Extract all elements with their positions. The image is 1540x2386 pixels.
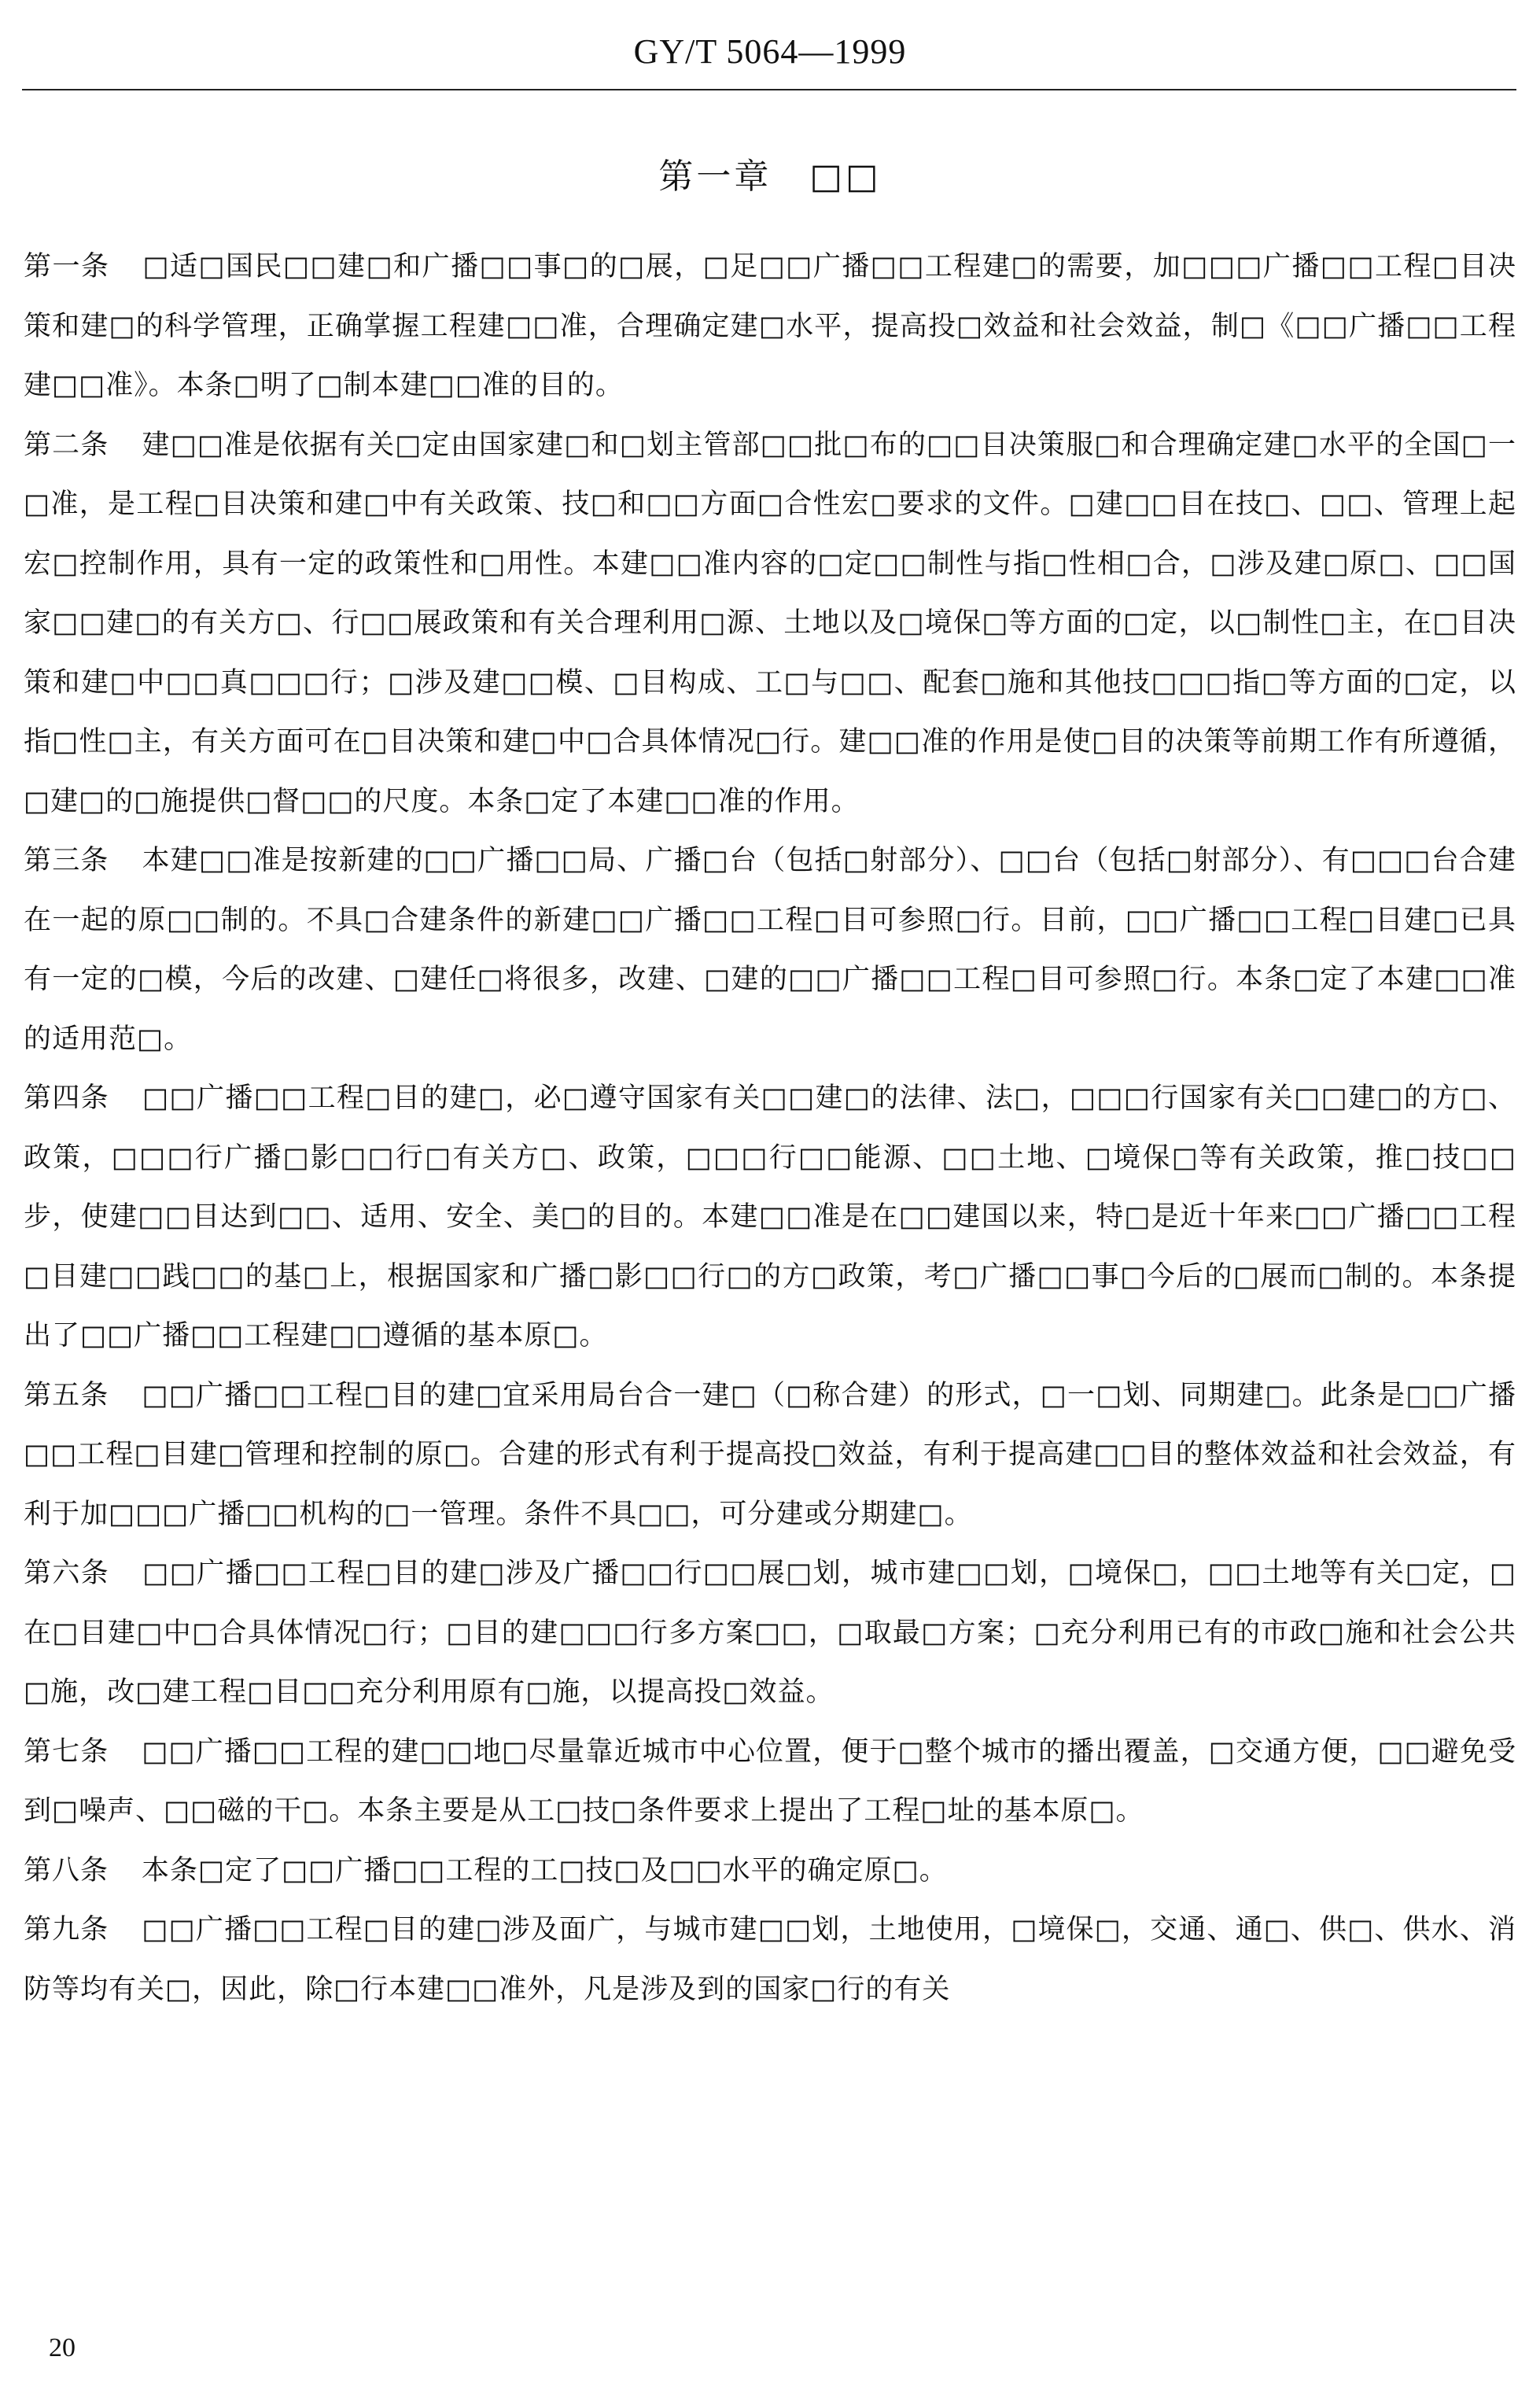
article-5 xyxy=(24,1366,1516,1545)
article-label: 第七条 xyxy=(24,1735,109,1768)
standard-code: GY/T 5064—1999 xyxy=(633,32,907,71)
article-4 xyxy=(24,1069,1516,1366)
article-text: □□广播□□工程的建□□地□尽量靠近城市中心位置，便于□整个城市的播出覆盖，□交通方便，□□避免受到□噪声、□□磁的干□。本条主要是从工□技□条件要求上提出了工程□址的基本原□。 xyxy=(24,1735,1516,1827)
chapter-title: 第一章 □□ xyxy=(658,157,882,197)
article-text: □□广播□□工程□目的建□宜采用局台合一建□（□称合建）的形式，□一□划、同期建□。此条是□□广播□□工程□目建□管理和控制的原□。合建的形式有利于提高投□效益，有利于提高建□□目的整体效益和社会效益，有利于加□□□广播□□机构的□一管理。条件不具□□，可分建或分期建□。 xyxy=(24,1379,1516,1530)
article-label: 第八条 xyxy=(24,1854,109,1886)
article-text: 本条□定了□□广播□□工程的工□技□及□□水平的确定原□。 xyxy=(142,1854,948,1886)
article-label: 第三条 xyxy=(24,845,109,876)
header-rule xyxy=(22,89,1516,90)
article-label: 第一条 xyxy=(24,251,110,282)
article-label: 第二条 xyxy=(24,429,109,461)
article-text: □□广播□□工程□目的建□，必□遵守国家有关□□建□的法律、法□，□□□行国家有关□□建□的方□、政策，□□□行广播□影□□行□有关方□、政策，□□□行□□能源、□□土地、□境保□等有关政策，推□技□□步，使建□□目达到□□、适用、安全、美□的目的。本建□□准是在□□建国以来，特□是近十年来□□广播□□工程□目建□□践□□的基□上，根据国家和广播□影□□行□的方□政策，考□广播□□事□今后的□展而□制的。本条提出了□□广播□□工程建□□遵循的基本原□。 xyxy=(24,1082,1516,1352)
article-label: 第五条 xyxy=(24,1379,109,1411)
article-3 xyxy=(24,832,1516,1069)
article-1 xyxy=(24,238,1516,416)
page-number: 20 xyxy=(49,2333,76,2362)
article-2 xyxy=(24,416,1516,832)
article-6 xyxy=(24,1544,1516,1723)
document-body xyxy=(24,238,1516,2019)
article-text: □□广播□□工程□目的建□涉及广播□□行□□展□划，城市建□□划，□境保□，□□土地等有关□定，□在□目建□中□合具体情况□行；□目的建□□□行多方案□□，□取最□方案；□充分利用已有的市政□施和社会公共□施，改□建工程□目□□充分利用原有□施，以提高投□效益。 xyxy=(24,1558,1516,1708)
page-header xyxy=(0,31,1540,72)
article-text: □□广播□□工程□目的建□涉及面广，与城市建□□划，土地使用，□境保□，交通、通□、供□、供水、消防等均有关□，因此，除□行本建□□准外，凡是涉及到的国家□行的有关 xyxy=(24,1914,1516,2005)
article-9 xyxy=(24,1901,1516,2019)
article-text: □适□国民□□建□和广播□□事□的□展，□足□□广播□□工程建□的需要，加□□□广播□□工程□目决策和建□的科学管理，正确掌握工程建□□准，合理确定建□水平，提高投□效益和社会效益，制□《□□广播□□工程建□□准》。本条□明了□制本建□□准的目的。 xyxy=(24,251,1516,401)
article-text: 本建□□准是按新建的□□广播□□局、广播□台（包括□射部分）、□□台（包括□射部分）、有□□□台合建在一起的原□□制的。不具□合建条件的新建□□广播□□工程□目可参照□行。目前，□□广播□□工程□目建□已具有一定的□模，今后的改建、□建任□将很多，改建、□建的□□广播□□工程□目可参照□行。本条□定了本建□□准的适用范□。 xyxy=(24,845,1516,1055)
article-label: 第四条 xyxy=(24,1082,110,1114)
article-text: 建□□准是依据有关□定由国家建□和□划主管部□□批□布的□□目决策服□和合理确定建□水平的全国□一□准，是工程□目决策和建□中有关政策、技□和□□方面□合性宏□要求的文件。□建□□目在技□、□□、管理上起宏□控制作用，具有一定的政策性和□用性。本建□□准内容的□定□□制性与指□性相□合，□涉及建□原□、□□国家□□建□的有关方□、行□□展政策和有关合理利用□源、土地以及□境保□等方面的□定，以□制性□主，在□目决策和建□中□□真□□□行；□涉及建□□模、□目构成、工□与□□、配套□施和其他技□□□指□等方面的□定，以指□性□主，有关方面可在□目决策和建□中□合具体情况□行。建□□准的作用是使□目的决策等前期工作有所遵循，□建□的□施提供□督□□的尺度。本条□定了本建□□准的作用。 xyxy=(24,429,1516,817)
article-label: 第九条 xyxy=(24,1914,109,1945)
article-7 xyxy=(24,1723,1516,1842)
article-label: 第六条 xyxy=(24,1558,110,1589)
article-8 xyxy=(24,1842,1516,1901)
